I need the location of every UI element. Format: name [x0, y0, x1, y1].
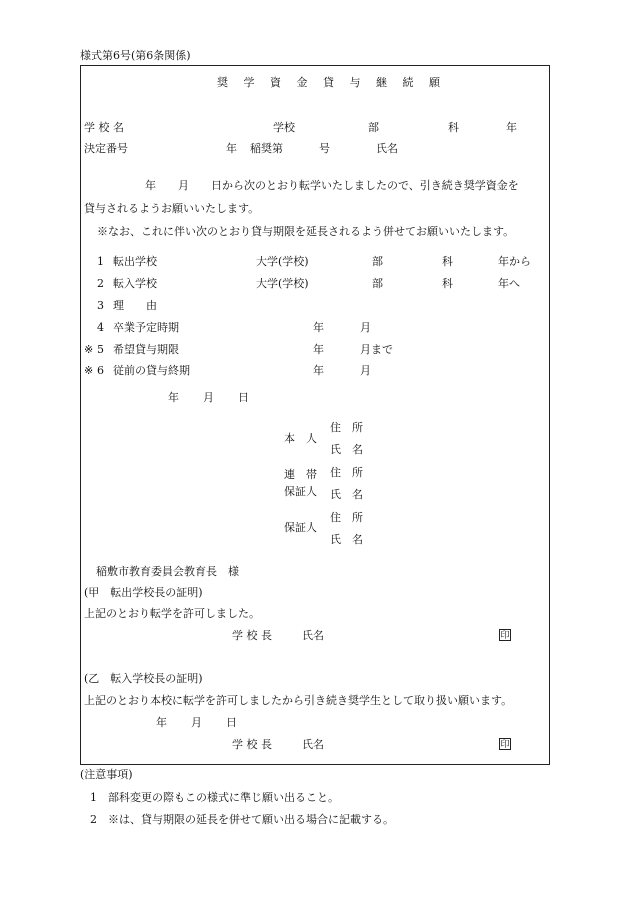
note-text: ※は、貸与期限の延長を併せて願い出る場合に記載する。 [108, 813, 394, 826]
decision-year: 年 [226, 142, 237, 155]
cert-b-name: 氏名 [302, 738, 324, 751]
decision-number-label: 決定番号 [84, 142, 128, 155]
cert-a-text: 上記のとおり転学を許可しました。 [84, 607, 260, 620]
item-year: 年 [313, 321, 324, 334]
joint-guarantor-name-label: 氏 名 [330, 488, 363, 501]
item-department: 部 [372, 277, 383, 290]
school-name-label: 学 校 名 [84, 121, 124, 134]
item-number: 1 [97, 255, 104, 268]
item-mark: ※ [84, 343, 94, 356]
note-text: 部科変更の際もこの様式に準じ願い出ること。 [108, 791, 339, 804]
cert-a-heading: (甲 転出学校長の証明) [84, 586, 203, 599]
item-year: 年 [313, 343, 324, 356]
cert-b-heading: (乙 転入学校長の証明) [84, 672, 203, 685]
item-label: 希望貸与期限 [113, 343, 179, 356]
decision-number-suffix: 号 [319, 142, 330, 155]
guarantor-label: 保証人 [284, 521, 317, 534]
decision-number-prefix: 稲奨第 [250, 142, 283, 155]
body-line-2: 貸与されるようお願いいたします。 [84, 202, 260, 215]
item-month: 月 [360, 321, 371, 334]
note-number: 1 [90, 791, 97, 804]
guarantor-name-label: 氏 名 [330, 533, 363, 546]
applicant-label: 本 人 [284, 432, 317, 445]
item-label: 従前の貸与終期 [113, 364, 190, 377]
item-year: 年へ [498, 277, 520, 290]
item-number: 4 [97, 321, 104, 334]
form-title: 奨 学 資 金 貸 与 継 続 願 [217, 76, 446, 89]
grade-field: 年 [506, 121, 517, 134]
cert-b-seal: 印 [500, 740, 510, 750]
cert-b-principal: 学 校 長 [232, 738, 272, 751]
item-label: 理 由 [113, 299, 157, 312]
school-field: 学校 [273, 121, 295, 134]
item-mark: ※ [84, 364, 94, 377]
cert-a-principal: 学 校 長 [232, 629, 272, 642]
body-line-1: 年 月 日から次のとおり転学いたしましたので、引き続き奨学資金を [145, 179, 519, 192]
decision-name: 氏名 [376, 142, 398, 155]
cert-a-name: 氏名 [302, 629, 324, 642]
item-label: 卒業予定時期 [113, 321, 179, 334]
item-label: 転出学校 [113, 255, 157, 268]
cert-b-date-month: 月 [191, 716, 202, 729]
addressee: 稲敷市教育委員会教育長 様 [96, 565, 239, 578]
applicant-address-label: 住 所 [330, 421, 363, 434]
body-line-3: ※なお、これに伴い次のとおり貸与期限を延長されるよう併せてお願いいたします。 [97, 225, 515, 238]
cert-a-seal: 印 [500, 631, 510, 641]
note-number: 2 [90, 813, 97, 826]
item-school: 大学(学校) [256, 255, 309, 268]
application-date-day: 日 [238, 391, 249, 404]
item-year: 年 [313, 364, 324, 377]
item-school: 大学(学校) [256, 277, 309, 290]
joint-guarantor-address-label: 住 所 [330, 466, 363, 479]
joint-guarantor-label-1: 連 帯 [284, 468, 317, 481]
application-date-month: 月 [203, 391, 214, 404]
applicant-name-label: 氏 名 [330, 443, 363, 456]
item-month: 月まで [360, 343, 393, 356]
form-frame [80, 65, 550, 765]
item-number: 2 [97, 277, 104, 290]
notes-heading: (注意事項) [80, 768, 133, 781]
item-number: 3 [97, 299, 104, 312]
form-number: 様式第6号(第6条関係) [80, 49, 191, 62]
application-date-year: 年 [168, 391, 179, 404]
item-course: 科 [442, 255, 453, 268]
guarantor-address-label: 住 所 [330, 511, 363, 524]
item-month: 月 [360, 364, 371, 377]
item-label: 転入学校 [113, 277, 157, 290]
joint-guarantor-label-2: 保証人 [284, 485, 317, 498]
cert-b-text: 上記のとおり本校に転学を許可しましたから引き続き奨学生として取り扱い願います。 [84, 694, 513, 707]
cert-b-date-day: 日 [226, 716, 237, 729]
item-department: 部 [372, 255, 383, 268]
item-course: 科 [442, 277, 453, 290]
item-number: 5 [97, 343, 104, 356]
item-number: 6 [97, 364, 104, 377]
course-field: 科 [448, 121, 459, 134]
department-field: 部 [368, 121, 379, 134]
cert-b-date-year: 年 [156, 716, 167, 729]
item-year: 年から [498, 255, 531, 268]
